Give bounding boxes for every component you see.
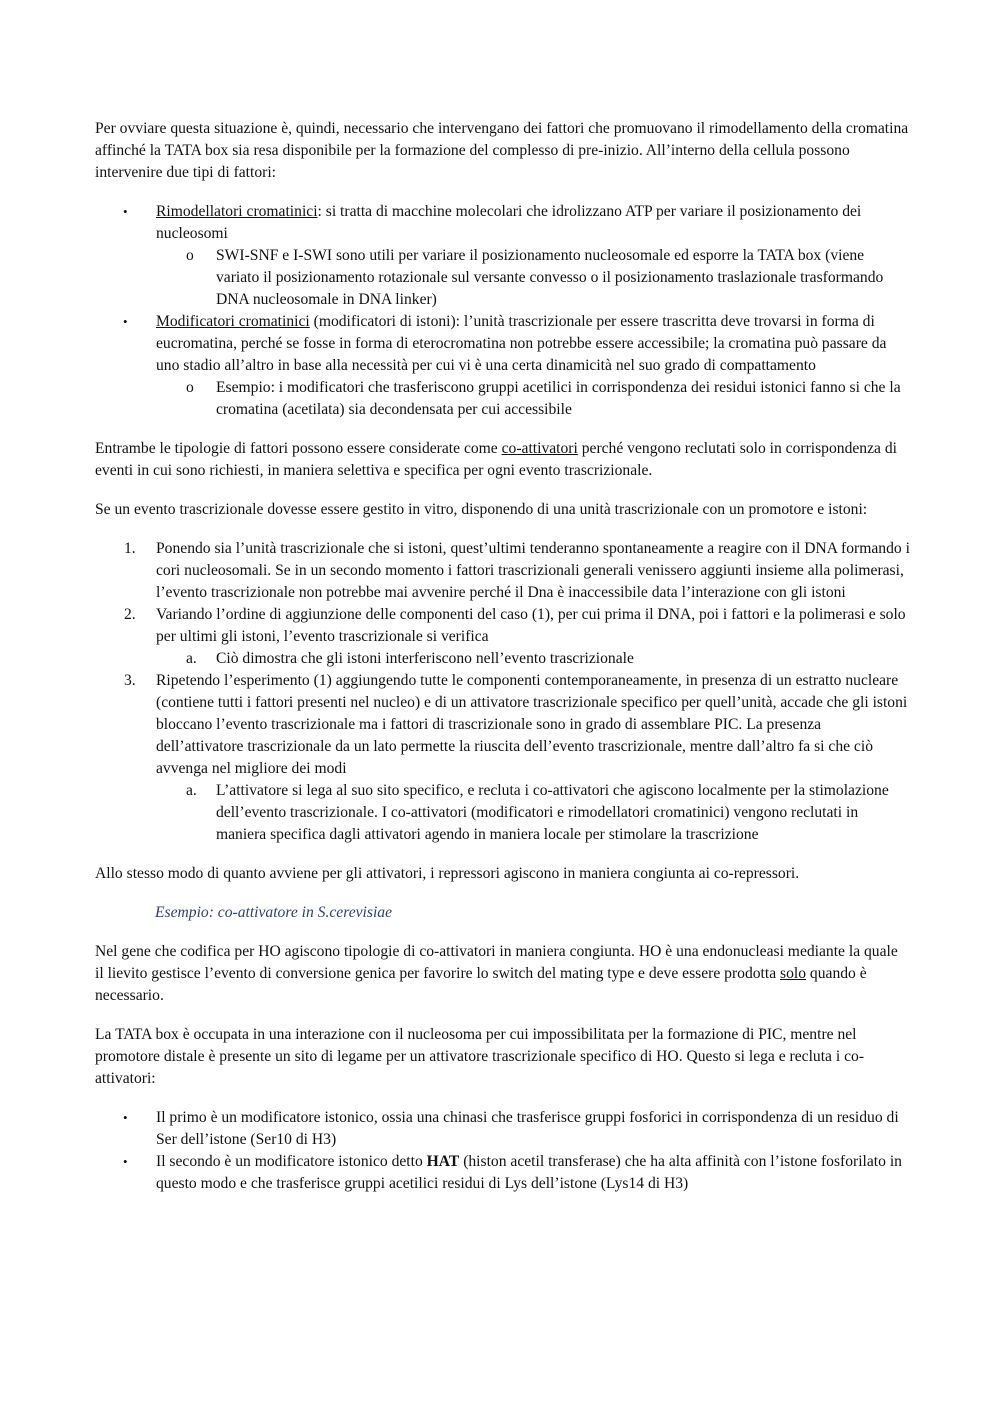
list-item-modifiers <box>95 311 910 421</box>
step-2-sublist <box>156 648 910 670</box>
factor-types-list <box>95 201 910 421</box>
sub-item-acetyl-example <box>156 377 910 421</box>
swi-snf-text: SWI-SNF e I-SWI sono utili per variare il posizionamento nucleosomale ed esporre la TATA box (viene variato il posizionamento rotazionale sul versante convesso o il posizionamento traslazionale trasformando DNA nucleosomale in DNA linker) <box>216 247 884 308</box>
intro-paragraph: Per ovviare questa situazione è, quindi, necessario che intervengano dei fattori che promuovano il rimodellamento della cromatina affinché la TATA box sia resa disponibile per la formazione del complesso di pre-inizio. All’interno della cellula possono intervenire due tipi di fattori: <box>95 120 909 181</box>
hat-text-after: (histon acetil transferase) che ha alta affinità con l’istone fosforilato in questo modo e che trasferisce gruppi acetilici residui di Lys dell’istone (Lys14 di H3) <box>156 1153 902 1192</box>
ho-text-before: Nel gene che codifica per HO agiscono tipologie di co-attivatori in maniera congiunta. HO è una endonucleasi mediante la quale il lievito gestisce l’evento di conversione genica per favorire lo switch del mating type e deve essere prodotta <box>95 943 898 982</box>
term-modifiers: Modificatori cromatinici <box>156 313 310 330</box>
step-number: 1. <box>124 540 136 557</box>
step-2a-text: Ciò dimostra che gli istoni interferiscono nell’evento trascrizionale <box>216 650 634 667</box>
bullet-icon: • <box>123 1154 128 1169</box>
acetyl-example-text: Esempio: i modificatori che trasferiscono gruppi acetilici in corrispondenza dei residui istonici fanno si che la cromatina (acetilata) sia decondensata per cui accessibile <box>216 379 901 418</box>
sub-item-swi-snf <box>156 245 910 311</box>
modifiers-text: (modificatori di istoni): l’unità trascrizionale per essere trascritta deve trovarsi in forma di eucromatina, perché se fosse in forma di eterocromatina non potrebbe essere accessibile; la cromatina può passare da uno stadio all’altro in base alla necessità per cui vi è una certa dinamicità nel suo grado di compattamento <box>156 313 887 374</box>
example-heading: Esempio: co-attivatore in S.cerevisiae <box>155 904 393 921</box>
list-item-remodelers <box>95 201 910 311</box>
ho-gene-paragraph <box>95 941 910 1007</box>
invitro-paragraph: Se un evento trascrizionale dovesse essere gestito in vitro, disponendo di una unità trascrizionale con un promotore e istoni: <box>95 501 868 518</box>
repressors-paragraph: Allo stesso modo di quanto avviene per gli attivatori, i repressori agiscono in maniera congiunta ai co-repressori. <box>95 865 800 882</box>
tata-paragraph: La TATA box è occupata in una interazione con il nucleosoma per cui impossibilitata per la formazione di PIC, mentre nel promotore distale è presente un sito di legame per un attivatore trascrizionale specifico di HO. Questo si lega e recluta i co-attivatori: <box>95 1026 865 1087</box>
modifiers-sublist <box>156 377 910 421</box>
sub-letter: a. <box>186 782 197 799</box>
sub-item-step-3a <box>156 780 910 846</box>
remodelers-text: : si tratta di macchine molecolari che idrolizzano ATP per variare il posizionamento dei nucleosomi <box>156 203 862 242</box>
term-remodelers: Rimodellatori cromatinici <box>156 203 318 220</box>
list-item-step-3 <box>95 670 910 846</box>
bullet-icon: • <box>123 314 128 329</box>
ho-text-after: quando è necessario. <box>95 965 867 1004</box>
step-1-text: Ponendo sia l’unità trascrizionale che si istoni, quest’ultimi tenderanno spontaneamente a reagire con il DNA formando i cori nucleosomali. Se in un secondo momento i fattori trascrizionali generali venissero aggiunti insieme alla polimerasi, l’evento trascrizionale non potrebbe mai avvenire perché il Dna è inaccessibile data l’interazione con gli istoni <box>156 540 910 601</box>
experiment-steps-list <box>95 538 910 846</box>
document-page <box>95 118 910 1212</box>
step-2-text: Variando l’ordine di aggiunzione delle componenti del caso (1), per cui prima il DNA, poi i fattori e la polimerasi e solo per ultimi gli istoni, l’evento trascrizionale si verifica <box>156 606 906 645</box>
bullet-icon: • <box>123 1110 128 1125</box>
coactivators-text-before: Entrambe le tipologie di fattori possono essere considerate come <box>95 440 502 457</box>
list-item-kinase <box>95 1107 910 1151</box>
circle-bullet-icon: o <box>186 247 194 264</box>
remodelers-sublist <box>156 245 910 311</box>
kinase-text: Il primo è un modificatore istonico, ossia una chinasi che trasferisce gruppi fosforici in corrispondenza di un residuo di Ser dell’istone (Ser10 di H3) <box>156 1109 899 1148</box>
term-solo: solo <box>780 965 807 982</box>
sub-letter: a. <box>186 650 197 667</box>
sub-item-step-2a <box>156 648 910 670</box>
term-hat: HAT <box>426 1153 460 1170</box>
bullet-icon: • <box>123 204 128 219</box>
recruited-coactivators-list <box>95 1107 910 1195</box>
hat-text-before: Il secondo è un modificatore istonico detto <box>156 1153 427 1170</box>
coactivators-paragraph <box>95 438 910 482</box>
coactivators-text-after: perché vengono reclutati solo in corrispondenza di eventi in cui sono richiesti, in maniera selettiva e specifica per ogni evento trascrizionale. <box>95 440 897 479</box>
circle-bullet-icon: o <box>186 379 194 396</box>
list-item-hat <box>95 1151 910 1195</box>
step-3a-text: L’attivatore si lega al suo sito specifico, e recluta i co-attivatori che agiscono localmente per la stimolazione dell’evento trascrizionale. I co-attivatori (modificatori e rimodellatori cromatinici) vengono reclutati in maniera specifica dagli attivatori agendo in maniera locale per stimolare la trascrizione <box>216 782 889 843</box>
step-number: 3. <box>124 672 136 689</box>
step-3-sublist <box>156 780 910 846</box>
list-item-step-1 <box>95 538 910 604</box>
step-number: 2. <box>124 606 136 623</box>
list-item-step-2 <box>95 604 910 670</box>
step-3-text: Ripetendo l’esperimento (1) aggiungendo tutte le componenti contemporaneamente, in presenza di un estratto nucleare (contiene tutti i fattori presenti nel nucleo) e di un attivatore trascrizionale specifico per quell’unità, accade che gli istoni bloccano l’evento trascrizionale ma i fattori di trascrizionale sono in grado di assemblare PIC. La presenza dell’attivatore trascrizionale da un lato permette la riuscita dell’evento trascrizionale, mentre dall’altro fa si che ciò avvenga nel migliore dei modi <box>156 672 908 777</box>
term-coactivators: co-attivatori <box>501 440 578 457</box>
